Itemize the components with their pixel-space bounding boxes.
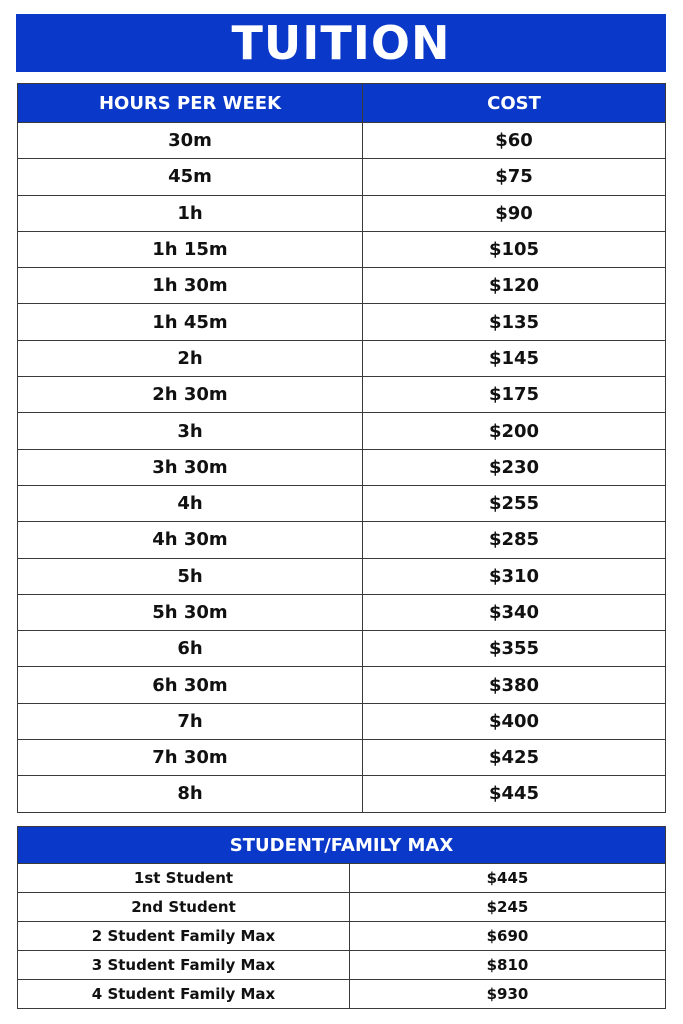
table-row	[18, 231, 666, 267]
cost-cell: $175	[363, 377, 666, 413]
max-cost-cell: $245	[350, 893, 666, 922]
tuition-table	[17, 83, 666, 813]
table-row	[18, 413, 666, 449]
table-row	[18, 667, 666, 703]
table-row	[18, 304, 666, 340]
table-row	[18, 268, 666, 304]
cost-cell: $380	[363, 667, 666, 703]
family-max-header-row	[18, 827, 666, 864]
table-row	[18, 893, 666, 922]
hours-cell: 2h	[18, 340, 363, 376]
table-row	[18, 951, 666, 980]
page-title: TUITION	[231, 16, 451, 70]
table-row	[18, 922, 666, 951]
max-cost-cell: $810	[350, 951, 666, 980]
hours-cell: 7h	[18, 703, 363, 739]
cost-cell: $445	[363, 776, 666, 812]
hours-cell: 7h 30m	[18, 740, 363, 776]
title-banner	[16, 14, 666, 72]
cost-cell: $310	[363, 558, 666, 594]
hours-cell: 6h	[18, 631, 363, 667]
cost-cell: $60	[363, 123, 666, 159]
hours-cell: 4h	[18, 485, 363, 521]
hours-cell: 1h 15m	[18, 231, 363, 267]
hours-cell: 8h	[18, 776, 363, 812]
table-row	[18, 703, 666, 739]
tuition-header-row	[18, 84, 666, 123]
cost-cell: $285	[363, 522, 666, 558]
table-row	[18, 594, 666, 630]
table-row	[18, 740, 666, 776]
hours-cell: 45m	[18, 159, 363, 195]
cost-cell: $135	[363, 304, 666, 340]
table-row	[18, 980, 666, 1009]
student-label-cell: 3 Student Family Max	[18, 951, 350, 980]
table-row	[18, 485, 666, 521]
student-label-cell: 2nd Student	[18, 893, 350, 922]
table-row	[18, 195, 666, 231]
hours-cell: 3h	[18, 413, 363, 449]
hours-cell: 30m	[18, 123, 363, 159]
max-cost-cell: $445	[350, 864, 666, 893]
student-label-cell: 2 Student Family Max	[18, 922, 350, 951]
table-row	[18, 522, 666, 558]
family-max-table	[17, 826, 666, 1009]
table-row	[18, 776, 666, 812]
cost-cell: $230	[363, 449, 666, 485]
student-label-cell: 1st Student	[18, 864, 350, 893]
column-header-hours: HOURS PER WEEK	[18, 84, 363, 123]
cost-cell: $90	[363, 195, 666, 231]
hours-cell: 5h	[18, 558, 363, 594]
hours-cell: 1h 30m	[18, 268, 363, 304]
table-row	[18, 864, 666, 893]
hours-cell: 5h 30m	[18, 594, 363, 630]
cost-cell: $400	[363, 703, 666, 739]
hours-cell: 1h 45m	[18, 304, 363, 340]
table-row	[18, 377, 666, 413]
cost-cell: $120	[363, 268, 666, 304]
max-cost-cell: $690	[350, 922, 666, 951]
cost-cell: $340	[363, 594, 666, 630]
cost-cell: $145	[363, 340, 666, 376]
student-label-cell: 4 Student Family Max	[18, 980, 350, 1009]
column-header-cost: COST	[363, 84, 666, 123]
cost-cell: $75	[363, 159, 666, 195]
hours-cell: 3h 30m	[18, 449, 363, 485]
cost-cell: $200	[363, 413, 666, 449]
cost-cell: $255	[363, 485, 666, 521]
table-row	[18, 159, 666, 195]
table-row	[18, 558, 666, 594]
cost-cell: $105	[363, 231, 666, 267]
max-cost-cell: $930	[350, 980, 666, 1009]
table-row	[18, 449, 666, 485]
hours-cell: 6h 30m	[18, 667, 363, 703]
table-row	[18, 340, 666, 376]
table-row	[18, 631, 666, 667]
table-row	[18, 123, 666, 159]
cost-cell: $355	[363, 631, 666, 667]
hours-cell: 1h	[18, 195, 363, 231]
hours-cell: 4h 30m	[18, 522, 363, 558]
hours-cell: 2h 30m	[18, 377, 363, 413]
cost-cell: $425	[363, 740, 666, 776]
family-max-header: STUDENT/FAMILY MAX	[18, 827, 666, 864]
